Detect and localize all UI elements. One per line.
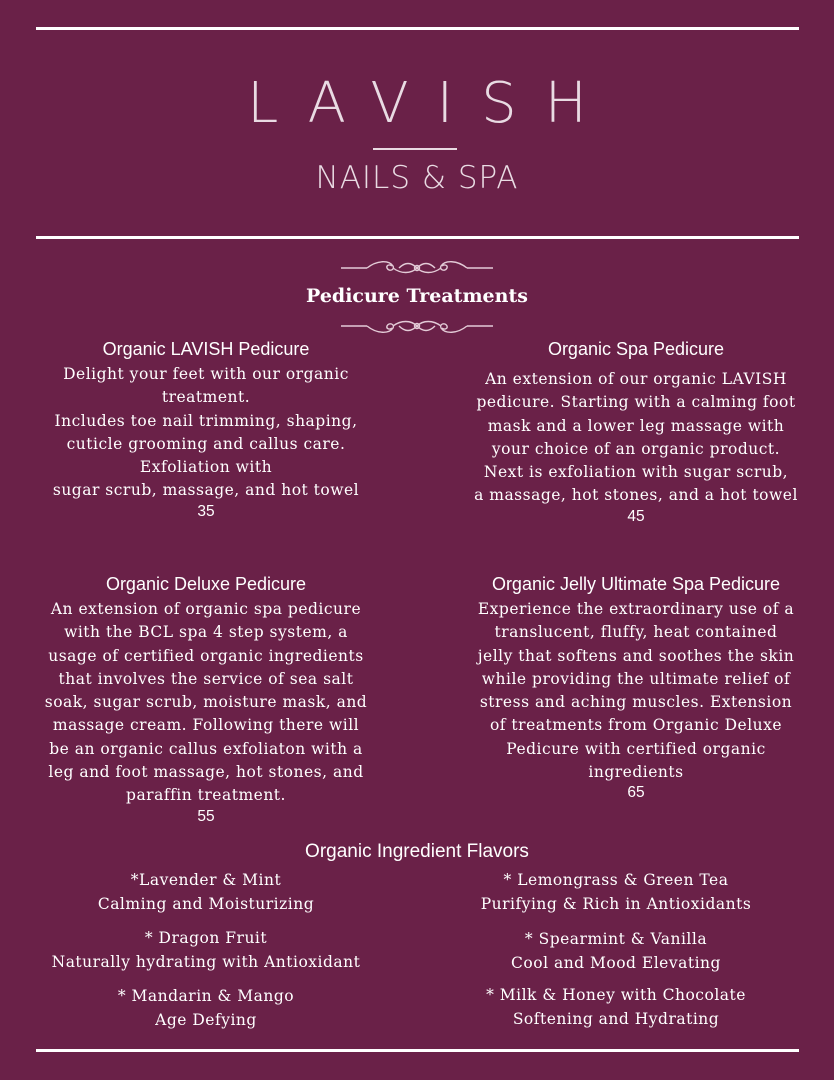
description-line: Delight your feet with our organic	[63, 365, 349, 383]
service-description	[26, 363, 386, 503]
brand-name: LAVISH	[247, 71, 615, 136]
description-line: usage of certified organic ingredients	[48, 646, 364, 665]
description-line: while providing the ultimate relief of	[481, 669, 791, 688]
service-price: 35	[197, 502, 215, 520]
description-line: with the BCL spa 4 step system, a	[64, 623, 348, 642]
flavor-item	[426, 983, 806, 1031]
description-line: stress and aching muscles. Extension	[479, 693, 793, 712]
flavor-name: * Mandarin & Mango	[117, 987, 295, 1005]
description-line: of treatments from Organic Deluxe	[489, 716, 783, 735]
flavor-name: * Spearmint & Vanilla	[524, 930, 708, 948]
bottom-divider	[36, 1049, 799, 1052]
flavor-benefit: Calming and Moisturizing	[97, 895, 315, 913]
description-line: An extension of organic spa pedicure	[50, 600, 362, 618]
flavor-name: * Milk & Honey with Chocolate	[486, 986, 746, 1004]
service-description	[446, 368, 826, 508]
top-divider	[36, 27, 799, 30]
flavor-benefit: Cool and Mood Elevating	[511, 954, 721, 972]
service-price: 55	[197, 807, 215, 825]
service-price: 65	[627, 784, 645, 802]
flavor-name: * Dragon Fruit	[144, 929, 268, 947]
description-line: cuticle grooming and callus care.	[66, 434, 346, 453]
flavor-benefit: Naturally hydrating with Antioxidant	[51, 953, 361, 971]
service-title: Organic Jelly Ultimate Spa Pedicure	[491, 574, 781, 594]
description-line: paraffin treatment.	[126, 786, 286, 805]
flavor-item	[16, 984, 396, 1032]
service-title: Organic Deluxe Pedicure	[105, 574, 307, 594]
description-line: Exfoliation with	[139, 458, 273, 477]
flavor-benefit: Softening and Hydrating	[512, 1010, 720, 1028]
description-line: Includes toe nail trimming, shaping,	[54, 411, 358, 430]
service-organic-deluxe-pedicure	[26, 573, 386, 826]
service-title: Organic Spa Pedicure	[547, 339, 725, 359]
description-line: ingredients	[588, 763, 684, 782]
description-line: jelly that softens and soothes the skin	[477, 646, 795, 665]
description-line: your choice of an organic product.	[491, 439, 781, 458]
description-line: that involves the service of sea salt	[58, 669, 354, 688]
service-organic-lavish-pedicure	[26, 338, 386, 521]
service-title: Organic LAVISH Pedicure	[102, 339, 310, 359]
description-line: sugar scrub, massage, and hot towel	[52, 481, 360, 500]
flavors-title: Organic Ingredient Flavors	[305, 841, 529, 862]
description-line: Experience the extraordinary use of a	[477, 600, 795, 618]
description-line: pedicure. Starting with a calming foot	[476, 393, 796, 412]
header-divider	[36, 236, 799, 239]
service-organic-spa-pedicure	[446, 338, 826, 526]
top-flourish-ornament	[337, 258, 497, 278]
service-description	[26, 598, 386, 808]
description-line: translucent, fluffy, heat contained	[494, 623, 778, 642]
description-line: An extension of our organic LAVISH	[485, 370, 787, 388]
flavor-benefit: Age Defying	[155, 1011, 257, 1029]
flavor-item	[426, 927, 806, 975]
flavor-item	[16, 926, 396, 974]
description-line: Next is exfoliation with sugar scrub,	[483, 463, 789, 482]
flavor-benefit: Purifying & Rich in Antioxidants	[480, 895, 752, 913]
service-description	[446, 598, 826, 784]
service-organic-jelly-ultimate-spa-pedicure	[446, 573, 826, 802]
description-line: treatment.	[161, 388, 251, 407]
description-line: mask and a lower leg massage with	[487, 416, 785, 435]
flavor-item	[16, 868, 396, 916]
description-line: Pedicure with certified organic	[506, 739, 766, 758]
flavor-item	[426, 868, 806, 916]
bottom-flourish-ornament	[337, 316, 497, 336]
brand-subtitle: NAILS & SPA	[315, 160, 519, 196]
description-line: soak, sugar scrub, moisture mask, and	[44, 693, 368, 712]
description-line: leg and foot massage, hot stones, and	[48, 763, 364, 782]
flavor-name: * Lemongrass & Green Tea	[503, 871, 729, 889]
section-title: Pedicure Treatments	[306, 285, 528, 307]
flavor-name: *Lavender & Mint	[130, 871, 282, 889]
brand-underline	[373, 148, 457, 150]
description-line: a massage, hot stones, and a hot towel	[474, 486, 798, 505]
description-line: massage cream. Following there will	[52, 716, 360, 735]
service-price: 45	[627, 507, 645, 525]
description-line: be an organic callus exfoliaton with a	[49, 739, 363, 758]
